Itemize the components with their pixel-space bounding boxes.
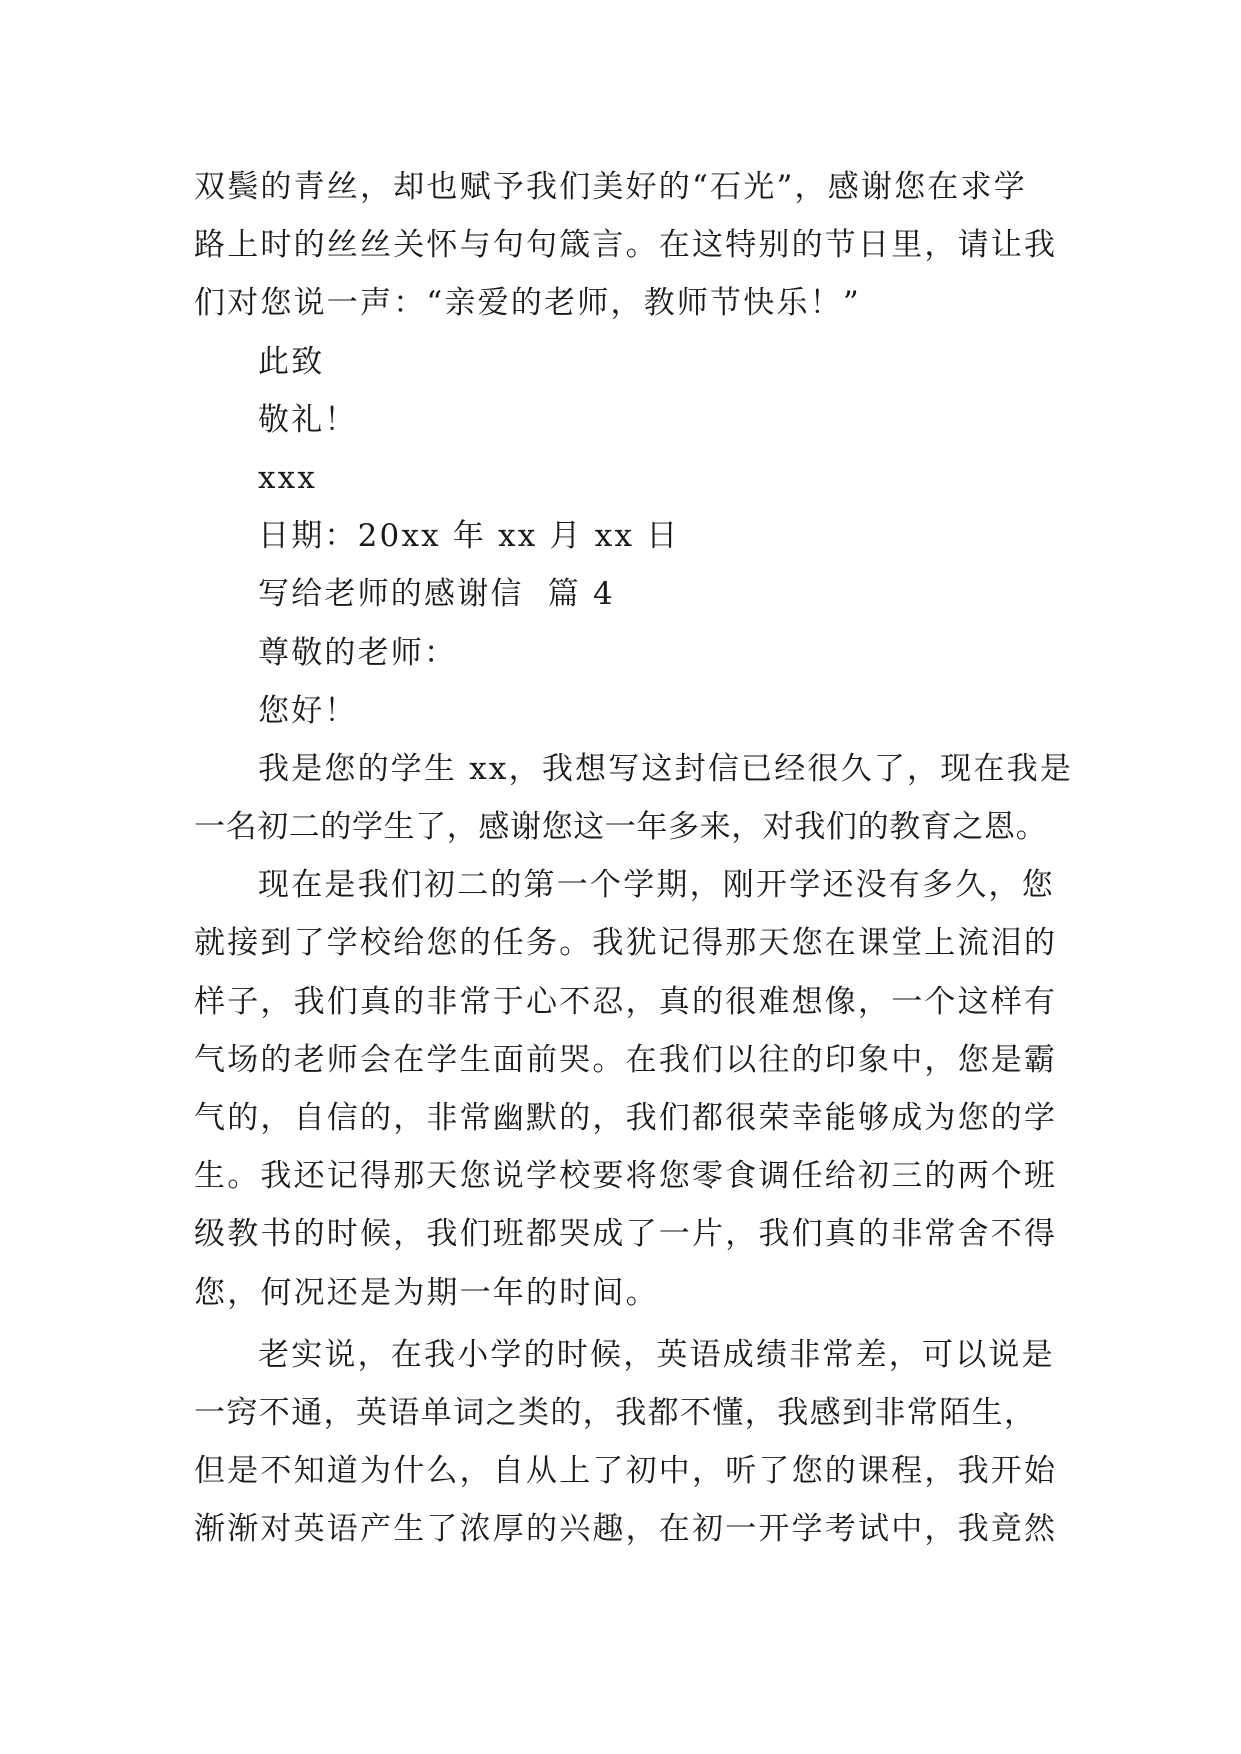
text-line: 样子，我们真的非常于心不忍，真的很难想像，一个这样有 — [194, 983, 1058, 1020]
salute-text: 敬礼！ — [258, 401, 358, 438]
text-line: 您，何况还是为期一年的时间。 — [194, 1274, 659, 1311]
text-line: 一名初二的学生了，感谢您这一年多来，对我们的教育之恩。 — [194, 809, 1048, 846]
text-line: 老实说，在我小学的时候，英语成绩非常差，可以说是 — [258, 1336, 1055, 1373]
signature-text: xxx — [258, 459, 318, 496]
letter-page — [194, 158, 1074, 1559]
greeting-text: 尊敬的老师： — [258, 634, 458, 671]
closing-text: 此致 — [258, 343, 325, 380]
text-line: 级教书的时候，我们班都哭成了一片，我们真的非常舍不得 — [194, 1216, 1058, 1253]
text-line: 但是不知道为什么，自从上了初中，听了您的课程，我开始 — [194, 1453, 1058, 1490]
paragraph-1 — [194, 740, 1074, 856]
text-line: 我是您的学生 xx，我想写这封信已经很久了，现在我是 — [258, 750, 1074, 787]
text-line: 路上时的丝丝关怀与句句箴言。在这特别的节日里，请让我 — [194, 227, 1058, 264]
text-line: 气的，自信的，非常幽默的，我们都很荣幸能够成为您的学 — [194, 1100, 1058, 1136]
text-line: 渐渐对英语产生了浓厚的兴趣，在初一开学考试中，我竟然 — [194, 1511, 1058, 1548]
text-line: 们对您说一声：“亲爱的老师，教师节快乐！” — [194, 285, 861, 322]
text-line: 一窍不通，英语单词之类的，我都不懂，我感到非常陌生， — [194, 1394, 1037, 1431]
paragraph-2 — [194, 856, 1058, 1322]
text-line: 就接到了学校给您的任务。我犹记得那天您在课堂上流泪的 — [194, 925, 1058, 962]
text-line: 双鬓的青丝，却也赋予我们美好的“石光”，感谢您在求学 — [194, 169, 1027, 205]
hello-text: 您好！ — [258, 692, 358, 729]
text-line: 现在是我们初二的第一个学期，刚开学还没有多久，您 — [258, 867, 1055, 904]
text-line: 气场的老师会在学生面前哭。在我们以往的印象中，您是霸 — [194, 1041, 1058, 1078]
date-text: 日期：20xx 年 xx 月 xx 日 — [258, 518, 680, 555]
paragraph-3 — [194, 1326, 1058, 1559]
text-line: 生。我还记得那天您说学校要将您零食调任给初三的两个班 — [194, 1158, 1058, 1195]
paragraph-previous — [194, 158, 1058, 333]
section-title: 写给老师的感谢信 篇 4 — [258, 576, 615, 613]
